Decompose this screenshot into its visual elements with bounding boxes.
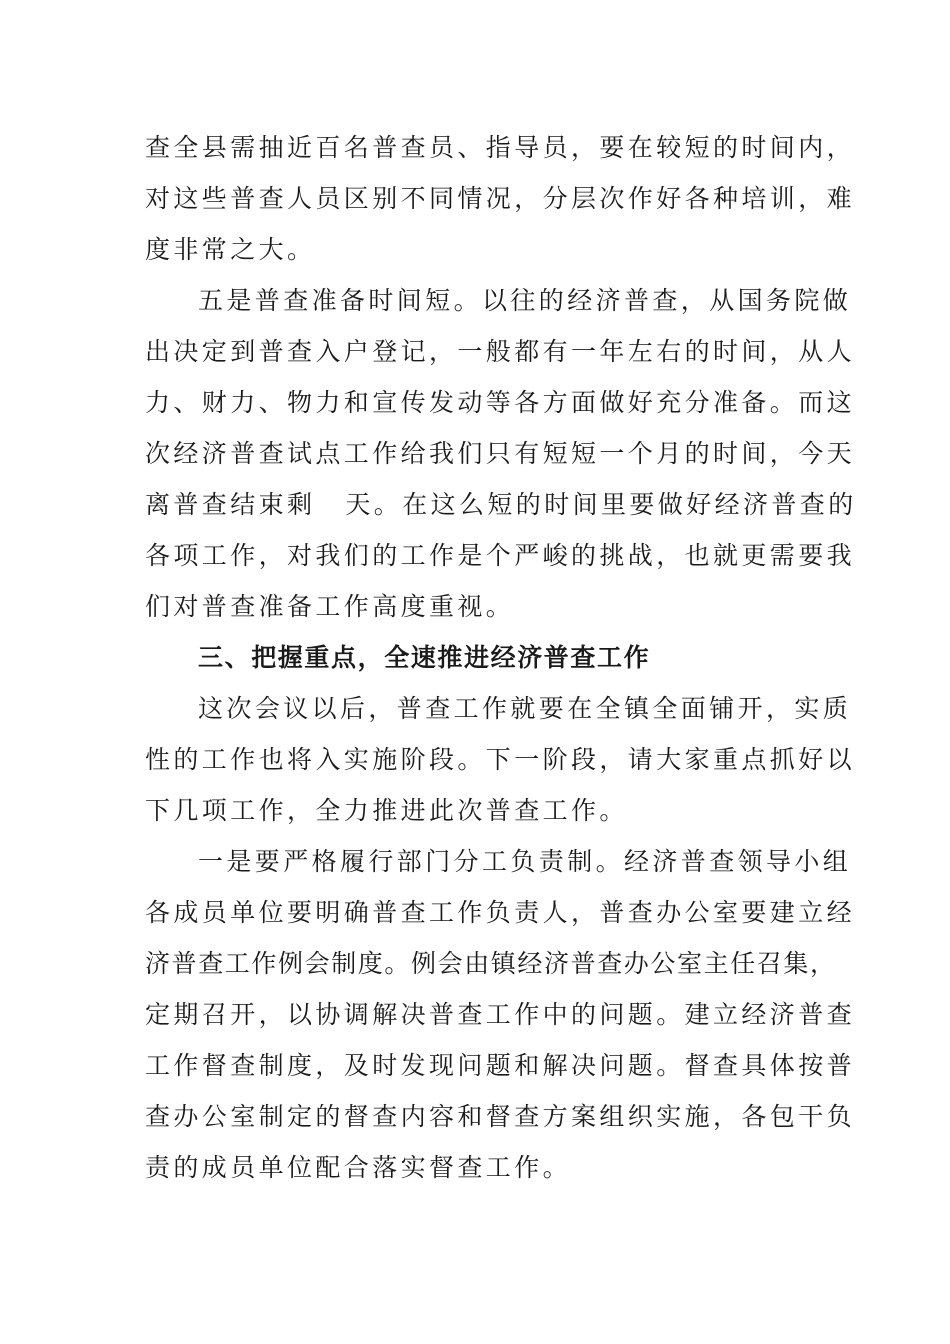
paragraph-line: 一是要严格履行部门分工负责制。经济普查领导小组 (198, 847, 852, 876)
paragraph-line: 力、财力、物力和宣传发动等各方面做好充分准备。而这 (145, 388, 856, 417)
paragraph-line: 五是普查准备时间短。以往的经济普查，从国务院做 (198, 286, 852, 315)
paragraph-line: 各项工作，对我们的工作是个严峻的挑战，也就更需要我 (145, 541, 856, 570)
paragraph-line: 性的工作也将入实施阶段。下一阶段，请大家重点抓好以 (145, 745, 856, 774)
paragraph-line: 这次会议以后，普查工作就要在全镇全面铺开，实质 (198, 694, 852, 723)
paragraph-line: 查全县需抽近百名普查员、指导员，要在较短的时间内， (145, 133, 856, 162)
paragraph-line: 责的成员单位配合落实督查工作。 (145, 1153, 572, 1182)
paragraph-line: 对这些普查人员区别不同情况，分层次作好各种培训，难 (145, 184, 856, 213)
paragraph-line: 定期召开，以协调解决普查工作中的问题。建立经济普查 (145, 1000, 856, 1029)
paragraph-line: 工作督查制度，及时发现问题和解决问题。督查具体按普 (145, 1051, 856, 1080)
paragraph-line: 度非常之大。 (145, 235, 316, 264)
paragraph-line-with-blank (145, 479, 857, 530)
paragraph-line: 查办公室制定的督查内容和督查方案组织实施，各包干负 (145, 1102, 856, 1131)
paragraph-line: 济普查工作例会制度。例会由镇经济普查办公室主任召集， (145, 949, 837, 978)
paragraph-line: 各成员单位要明确普查工作负责人，普查办公室要建立经 (145, 898, 856, 927)
paragraph-line: 们对普查准备工作高度重视。 (145, 592, 515, 621)
paragraph-line: 下几项工作，全力推进此次普查工作。 (145, 796, 628, 825)
section-heading: 三、把握重点，全速推进经济普查工作 (198, 643, 651, 672)
line-part-before-blank: 离普查结束剩 (145, 490, 316, 519)
paragraph-line: 次经济普查试点工作给我们只有短短一个月的时间，今天 (145, 439, 856, 468)
paragraph-line: 出决定到普查入户登记，一般都有一年左右的时间，从人 (145, 337, 856, 366)
line-part-after-blank: 天。在这么短的时间里要做好经济普查的 (345, 490, 857, 519)
document-body (145, 122, 857, 1193)
